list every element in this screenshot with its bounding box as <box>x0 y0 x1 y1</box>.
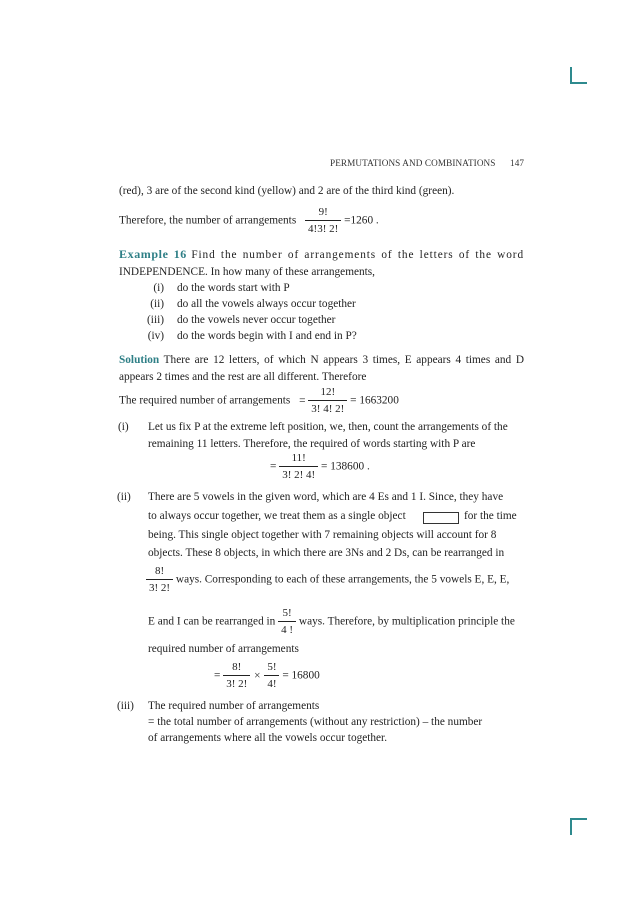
fraction-numerator: 12! <box>308 386 347 401</box>
part-ii-line-1 <box>148 491 503 503</box>
solution-text-2: appears 2 times and the rest are all different. Therefore <box>119 371 367 383</box>
part-ii-text-4: objects. These 8 objects, in which there are 3Ns and 2 Ds, can be rearranged in <box>148 547 505 559</box>
solution-line-1 <box>119 352 524 369</box>
part-i-line-2 <box>148 438 475 450</box>
part-ii-text-3: being. This single object together with 7 remaining objects will account for 8 <box>148 529 497 541</box>
part-ii-line-4 <box>148 547 504 559</box>
fraction-numerator: 8! <box>223 661 250 676</box>
part-ii-text-6b: ways. Therefore, by multiplication principle the <box>298 615 515 628</box>
part-iii-text-3: of arrangements where all the vowels occur together. <box>148 732 388 744</box>
single-object-box <box>423 512 459 524</box>
crop-mark-bottom-horizontal <box>570 818 587 820</box>
intro-text-2: Therefore, the number of arrangements <box>119 214 297 227</box>
fraction-denominator: 4! <box>267 678 277 690</box>
crop-mark-top-horizontal <box>570 82 587 84</box>
list-item-text: do the words start with P <box>177 282 290 294</box>
part-ii-line-2a <box>148 510 406 522</box>
fraction-numerator: 9! <box>305 206 341 221</box>
page-number: 147 <box>510 158 525 168</box>
fraction-denominator: 3! 2! <box>226 678 248 690</box>
part-ii-line-6 <box>148 607 515 636</box>
part-i-result: = 138600 . <box>321 460 370 473</box>
solution-equation <box>119 386 399 415</box>
part-ii-text-5: ways. Corresponding to each of these arrangements, the 5 vowels E, E, E, <box>175 573 510 586</box>
fraction-denominator: 3! 4! 2! <box>311 403 345 415</box>
list-item-number: (iv) <box>147 330 164 342</box>
part-iii-line-3 <box>148 732 387 744</box>
part-iii-line-1 <box>148 700 319 712</box>
part-i-line-1 <box>148 421 508 433</box>
part-iii-line-2 <box>148 716 482 728</box>
part-iii-text-2: = the total number of arrangements (without any restriction) – the number <box>148 716 483 728</box>
fraction-5-over-4-result <box>264 661 279 690</box>
part-ii-equation <box>214 661 320 690</box>
part-ii-text-2b: for the time <box>464 510 517 522</box>
example-line-1 <box>119 246 524 264</box>
list-item-number: (ii) <box>150 298 164 310</box>
list-item-text: do all the vowels always occur together <box>177 298 356 310</box>
list-item-text: do the words begin with I and end in P? <box>177 330 357 342</box>
part-ii-line-7 <box>148 643 299 655</box>
solution-line-2 <box>119 369 524 386</box>
fraction-numerator: 5! <box>278 607 296 622</box>
fraction-numerator: 11! <box>279 452 318 467</box>
solution-result: = 1663200 <box>350 394 399 407</box>
times-sign: × <box>254 669 261 682</box>
part-iii-text-1: The required number of arrangements <box>148 700 320 712</box>
part-ii-text-2a: to always occur together, we treat them as a single object <box>148 510 406 522</box>
fraction-denominator: 3! 2! <box>149 582 171 594</box>
example-line-2 <box>119 264 524 281</box>
fraction-denominator: 3! 2! 4! <box>282 469 316 481</box>
list-item-number: (iii) <box>147 314 164 326</box>
part-iii-number: (iii) <box>117 700 134 712</box>
part-i-number: (i) <box>118 421 129 433</box>
fraction-12-factorial <box>308 386 347 415</box>
part-ii-text-1: There are 5 vowels in the given word, which are 4 Es and 1 I. Since, they have <box>148 491 504 503</box>
solution-label: Solution <box>119 354 160 366</box>
list-item-number: (i) <box>153 282 164 294</box>
example-text-2: INDEPENDENCE. In how many of these arrangements, <box>119 266 376 278</box>
fraction-numerator: 5! <box>264 661 279 676</box>
part-ii-result: = 16800 <box>282 669 320 682</box>
fraction-5-over-4 <box>278 607 296 636</box>
equals-sign: = <box>214 669 221 682</box>
part-i-text-2: remaining 11 letters. Therefore, the required of words starting with P are <box>148 438 476 450</box>
equals-sign: = <box>299 394 306 407</box>
fraction-8-over-3-2-result <box>223 661 250 690</box>
part-ii-text-7: required number of arrangements <box>148 643 299 655</box>
crop-mark-bottom-vertical <box>570 818 572 835</box>
running-header <box>330 158 525 168</box>
solution-equation-label: The required number of arrangements <box>119 394 291 407</box>
part-i-text-1: Let us fix P at the extreme left position, we, then, count the arrangements of the <box>148 421 508 433</box>
part-ii-line-2b <box>464 510 517 522</box>
example-text-1: Find the number of arrangements of the letters of the word <box>191 249 524 261</box>
part-i-equation <box>270 452 370 481</box>
fraction-denominator: 4 ! <box>281 624 294 636</box>
equals-sign: = <box>270 460 277 473</box>
fraction-8-over-3-2 <box>146 565 173 594</box>
part-ii-number: (ii) <box>117 491 131 503</box>
list-item-text: do the vowels never occur together <box>177 314 336 326</box>
example-label: Example 16 <box>119 247 187 261</box>
intro-result: =1260 . <box>344 214 379 227</box>
fraction-9-factorial <box>305 206 341 235</box>
fraction-denominator: 4!3! 2! <box>308 223 339 235</box>
intro-equation <box>119 206 379 235</box>
part-ii-line-5 <box>146 565 509 594</box>
fraction-numerator: 8! <box>146 565 173 580</box>
header-title: PERMUTATIONS AND COMBINATIONS <box>330 158 496 168</box>
intro-line-1 <box>119 185 454 197</box>
part-ii-line-3 <box>148 529 496 541</box>
solution-text-1: There are 12 letters, of which N appears 3 times, E appears 4 times and D <box>163 354 525 366</box>
fraction-11-factorial <box>279 452 318 481</box>
part-ii-text-6a: E and I can be rearranged in <box>148 615 276 628</box>
intro-text-1: (red), 3 are of the second kind (yellow) and 2 are of the third kind (green). <box>119 185 455 197</box>
